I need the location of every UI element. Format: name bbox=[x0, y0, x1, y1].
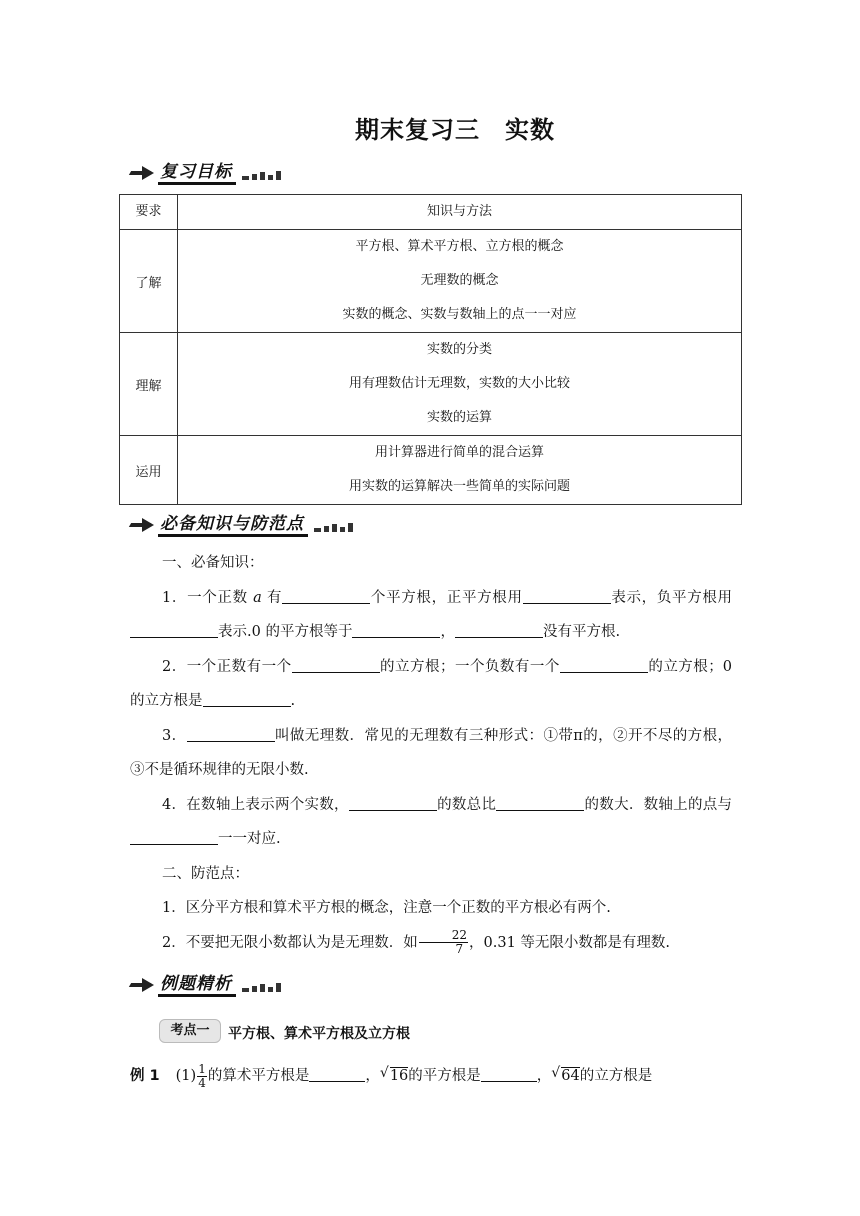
section-banner-knowledge bbox=[130, 512, 353, 538]
section-banner-goals bbox=[130, 160, 281, 186]
table-item: 平方根、算术平方根、立方根的概念 bbox=[355, 239, 564, 254]
table-cell-requirement: 了解 bbox=[120, 230, 178, 333]
subheading: 一、必备知识： bbox=[162, 555, 264, 571]
section-title: 必备知识与防范点 bbox=[158, 514, 308, 537]
answer-blank[interactable] bbox=[309, 1066, 365, 1082]
knowledge-body bbox=[130, 546, 732, 960]
answer-blank[interactable] bbox=[352, 622, 440, 638]
section-title: 例题精析 bbox=[158, 974, 236, 997]
goals-table bbox=[119, 194, 742, 505]
knowledge-item-6: 2．不要把无限小数都认为是无理数．如 $\frac{22}{7}$ ，0.31 等无限小数都是有理数. bbox=[162, 928, 671, 956]
table-item: 无理数的概念 bbox=[420, 273, 499, 288]
table-row bbox=[120, 333, 742, 436]
answer-blank[interactable] bbox=[523, 588, 611, 604]
answer-blank[interactable] bbox=[560, 657, 648, 673]
square-root: √ 64 bbox=[561, 1067, 579, 1084]
dots-decoration-icon bbox=[242, 166, 281, 180]
answer-blank[interactable] bbox=[481, 1066, 537, 1082]
arrow-icon bbox=[130, 519, 156, 531]
answer-blank[interactable] bbox=[292, 657, 380, 673]
subheading: 二、防范点： bbox=[162, 865, 249, 882]
table-cell-items bbox=[178, 436, 742, 505]
table-header-row bbox=[120, 195, 742, 230]
answer-blank[interactable] bbox=[455, 622, 543, 638]
table-cell-requirement: 理解 bbox=[120, 333, 178, 436]
dots-decoration-icon bbox=[314, 518, 353, 532]
table-item: 实数的概念、实数与数轴上的点一一对应 bbox=[342, 307, 577, 322]
example-label: 例 1 bbox=[130, 1068, 160, 1084]
answer-blank[interactable] bbox=[187, 726, 275, 742]
knowledge-item-4: 4．在数轴上表示两个实数， 的数总比 的数大．数轴上的点与一一对应. bbox=[130, 788, 732, 857]
answer-blank[interactable] bbox=[282, 588, 370, 604]
answer-blank[interactable] bbox=[496, 795, 584, 811]
example-1: 例 1 (1) $\frac{1}{4}$ 的算术平方根是 ，√ 16的平方根是 ，√ 64的立方根是 bbox=[130, 1058, 735, 1094]
answer-blank[interactable] bbox=[130, 829, 218, 845]
knowledge-item-3: 3． 叫做无理数．常见的无理数有三种形式：①带π的，②开不尽的方根，③不是循环规律的无限小数. bbox=[130, 727, 732, 778]
answer-blank[interactable] bbox=[203, 691, 291, 707]
table-item: 实数的运算 bbox=[426, 410, 492, 425]
section-banner-examples bbox=[130, 972, 281, 998]
table-header-cell: 要求 bbox=[120, 195, 178, 230]
table-row bbox=[120, 230, 742, 333]
fraction: $\frac{22}{7}$ bbox=[419, 929, 468, 956]
answer-blank[interactable] bbox=[130, 622, 218, 638]
knowledge-item-5: 1．区分平方根和算术平方根的概念，注意一个正数的平方根必有两个. bbox=[162, 900, 611, 916]
arrow-icon bbox=[130, 167, 156, 179]
knowledge-item-2: 2．一个正数有一个 的立方根；一个负数有一个 的立方根；0 的立方根是 . bbox=[130, 658, 732, 709]
arrow-icon bbox=[130, 979, 156, 991]
page-title: 期末复习三 实数 bbox=[355, 116, 555, 144]
table-item: 用实数的运算解决一些简单的实际问题 bbox=[348, 479, 570, 494]
table-item: 用计算器进行简单的混合运算 bbox=[374, 445, 544, 460]
section-title: 复习目标 bbox=[158, 162, 236, 185]
table-cell-items bbox=[178, 333, 742, 436]
table-header-cell: 知识与方法 bbox=[178, 195, 742, 230]
table-row bbox=[120, 436, 742, 505]
topic-title: 平方根、算术平方根及立方根 bbox=[228, 1026, 410, 1042]
table-cell-items bbox=[178, 230, 742, 333]
square-root: √ 16 bbox=[390, 1067, 408, 1084]
table-item: 实数的分类 bbox=[426, 342, 492, 357]
table-cell-requirement: 运用 bbox=[120, 436, 178, 505]
table-item: 用有理数估计无理数，实数的大小比较 bbox=[348, 376, 570, 391]
knowledge-item-1: 1．一个正数 a 有 个平方根，正平方根用 表示，负平方根用表示.0 的平方根等于 ， 没有平方根. bbox=[130, 581, 732, 650]
topic-tag: 考点一 bbox=[159, 1019, 221, 1043]
fraction: $\frac{1}{4}$ bbox=[198, 1061, 206, 1090]
dots-decoration-icon bbox=[242, 978, 281, 992]
answer-blank[interactable] bbox=[349, 795, 437, 811]
